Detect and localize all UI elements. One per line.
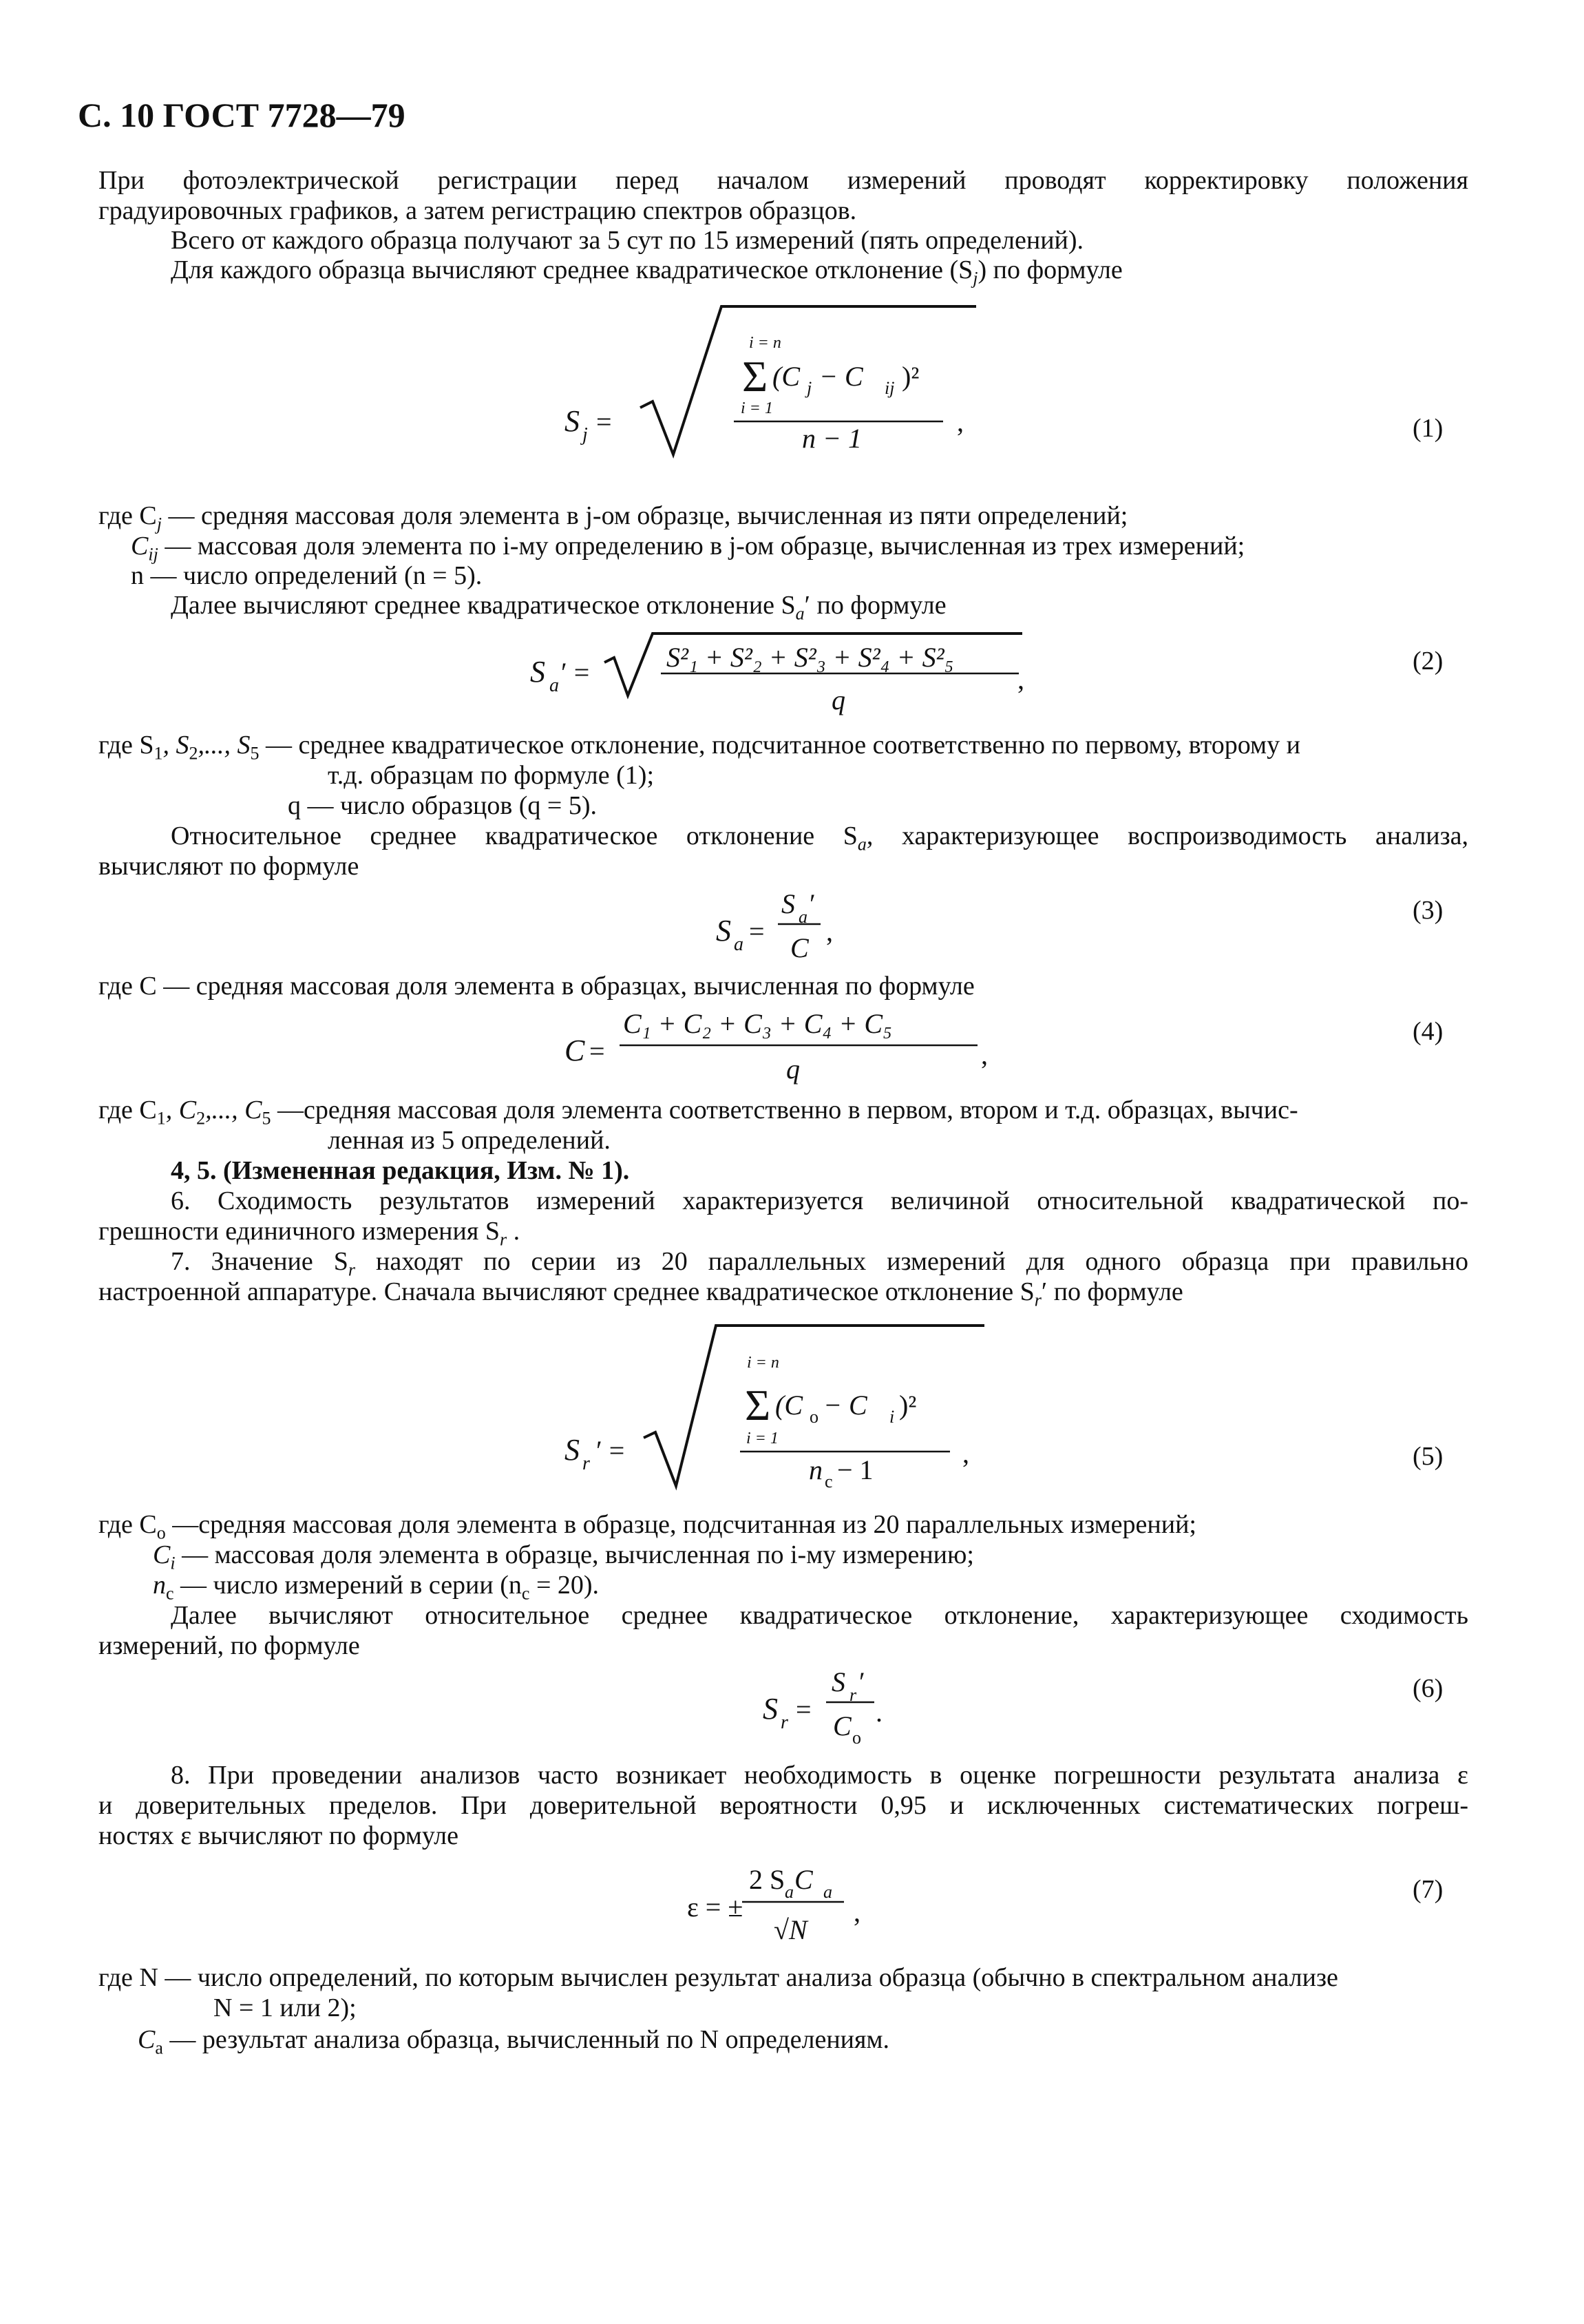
- paragraph: 7. Значение $S_r$ находят по серии из 20 параллельных измерений для одного образца при правильно: [171, 1247, 1468, 1280]
- svg-text:C: C: [833, 1710, 852, 1741]
- svg-text:i = n: i = n: [749, 334, 781, 352]
- svg-text:=: =: [589, 1036, 605, 1067]
- svg-text:S: S: [530, 655, 545, 689]
- svg-text:j: j: [807, 378, 812, 398]
- svg-text:q: q: [832, 684, 845, 715]
- svg-text:ij: ij: [885, 378, 895, 398]
- paragraph: вычисляют по формуле: [98, 852, 359, 881]
- svg-text:,: ,: [962, 1438, 969, 1469]
- paragraph: Всего от каждого образца получают за 5 сут по 15 измерений (пять определений).: [171, 226, 1084, 255]
- glossary-line: N = 1 или 2);: [213, 1993, 357, 2022]
- svg-text:,: ,: [1017, 664, 1024, 695]
- paragraph: и доверительных пределов. При доверительной вероятности 0,95 и исключенных систематических погреш-: [98, 1791, 1468, 1820]
- paragraph: градуировочных графиков, а затем регистрацию спектров образцов.: [98, 196, 857, 225]
- glossary-line: где N — число определений, по которым вычислен результат анализа образца (обычно в спектральном анализе: [98, 1963, 1338, 1992]
- svg-text:S: S: [832, 1666, 845, 1697]
- equation-number: (7): [1413, 1875, 1444, 1904]
- svg-text:a: a: [785, 1882, 794, 1902]
- svg-text:C: C: [790, 932, 809, 963]
- svg-text:′: ′: [859, 1666, 865, 1697]
- glossary-line: где $C_o$ —средняя массовая доля элемента в образце, подсчитанная из 20 параллельных измерений;: [98, 1510, 1196, 1543]
- paragraph: грешности единичного измерения $S_r$ .: [98, 1217, 520, 1250]
- formula-3-graphic: [716, 888, 833, 963]
- glossary-line: q — число образцов (q = 5).: [288, 791, 598, 820]
- svg-text:C: C: [794, 1864, 813, 1895]
- glossary-line: $C_i$ — массовая доля элемента в образце, вычисленная по i-му измерению;: [153, 1540, 974, 1573]
- paragraph: ностях ε вычисляют по формуле: [98, 1821, 459, 1850]
- svg-text:,: ,: [981, 1039, 988, 1070]
- paragraph: Для каждого образца вычисляют среднее квадратическое отклонение $(S_j)$ по формуле: [171, 255, 1123, 289]
- svg-text:=: =: [749, 916, 765, 947]
- equation-number: (6): [1413, 1674, 1444, 1703]
- glossary-line: где $S_1$, $S_2$,..., $S_5$ — среднее квадратическое отклонение, подсчитанное соответственно по первому, второму и: [98, 731, 1300, 764]
- svg-text:n − 1: n − 1: [802, 423, 862, 454]
- glossary-line: где $C_1$, $C_2$,..., $C_5$ —средняя массовая доля элемента соответственно в первом, втором и т.д. образцах, вычис-: [98, 1096, 1298, 1129]
- formula-1-graphic: [564, 306, 976, 454]
- paragraph: настроенной аппаратуре. Сначала вычисляют среднее квадратическое отклонение $S_r'$ по формуле: [98, 1277, 1183, 1310]
- equation-number: (4): [1413, 1017, 1444, 1046]
- svg-text:,: ,: [854, 1896, 860, 1927]
- svg-text:C₁ + C₂ + C₃ + C₄ + C₅: C₁ + C₂ + C₃ + C₄ + C₅: [623, 1008, 892, 1039]
- svg-text:S: S: [564, 404, 580, 438]
- svg-text:a: a: [549, 675, 559, 696]
- glossary-line: n — число определений (n = 5).: [131, 561, 483, 590]
- svg-text:r: r: [849, 1685, 857, 1705]
- svg-text:(C: (C: [775, 1390, 803, 1421]
- glossary-line: где $C_j$ — средняя массовая доля элемента в j-ом образце, вычисленная из пяти определений;: [98, 501, 1128, 534]
- svg-text:Σ: Σ: [742, 352, 768, 401]
- glossary-line: $C_a$ — результат анализа образца, вычисленный по N определениям.: [138, 2025, 890, 2058]
- svg-text:=: =: [596, 406, 612, 437]
- paragraph: измерений, по формуле: [98, 1631, 360, 1660]
- paragraph: 8. При проведении анализов часто возникает необходимость в оценке погрешности результата анализа ε: [171, 1761, 1468, 1790]
- svg-text:′ =: ′ =: [596, 1435, 625, 1466]
- svg-text:S: S: [781, 888, 795, 919]
- svg-text:i = 1: i = 1: [746, 1430, 779, 1447]
- svg-text:√N: √N: [774, 1914, 807, 1945]
- svg-text:r: r: [781, 1712, 788, 1733]
- svg-text:=: =: [796, 1694, 812, 1725]
- paragraph: Далее вычисляют среднее квадратическое отклонение $S_a'$ по формуле: [171, 591, 947, 624]
- paragraph: где C — средняя массовая доля элемента в образцах, вычисленная по формуле: [98, 972, 975, 1001]
- glossary-line: ленная из 5 определений.: [328, 1126, 611, 1155]
- svg-text:n: n: [809, 1454, 823, 1485]
- formula-2-graphic: [530, 634, 1024, 715]
- svg-text:)²: )²: [899, 1390, 917, 1421]
- svg-text:a: a: [823, 1882, 832, 1902]
- svg-text:S²₁ + S²₂ + S²₃ + S²₄ + S²₅: S²₁ + S²₂ + S²₃ + S²₄ + S²₅: [666, 642, 954, 673]
- svg-text:− C: − C: [819, 361, 863, 392]
- formula-6-graphic: [763, 1666, 883, 1748]
- svg-text:r: r: [582, 1453, 590, 1474]
- svg-text:′: ′: [810, 888, 816, 919]
- svg-text:S: S: [564, 1433, 580, 1467]
- glossary-line: $C_{ij}$ — массовая доля элемента по i-му определению в j-ом образце, вычисленная из трех измерений;: [131, 532, 1245, 565]
- svg-text:,: ,: [826, 916, 833, 947]
- formula-5-graphic: [564, 1326, 984, 1491]
- svg-text:,: ,: [957, 406, 964, 437]
- svg-text:2 S: 2 S: [749, 1864, 785, 1895]
- svg-text:i = n: i = n: [747, 1354, 779, 1372]
- equation-number: (2): [1413, 647, 1444, 676]
- svg-text:− C: − C: [823, 1390, 867, 1421]
- svg-text:S: S: [763, 1692, 778, 1726]
- svg-text:o: o: [810, 1407, 819, 1427]
- glossary-line: $n_c$ — число измерений в серии $(n_c = 20)$.: [153, 1571, 600, 1604]
- formula-7-graphic: [687, 1864, 860, 1945]
- svg-text:.: .: [876, 1697, 883, 1728]
- paragraph: 6. Сходимость результатов измерений характеризуется величиной относительной квадратической по-: [171, 1186, 1468, 1215]
- page-header: С. 10 ГОСТ 7728—79: [78, 96, 405, 134]
- svg-text:)²: )²: [902, 361, 920, 392]
- amendment-note: 4, 5. (Измененная редакция, Изм. № 1).: [171, 1156, 630, 1185]
- glossary-line: т.д. образцам по формуле (1);: [328, 761, 654, 790]
- svg-text:S: S: [716, 914, 731, 948]
- svg-text:′ =: ′ =: [561, 657, 590, 688]
- svg-text:j: j: [582, 424, 588, 446]
- formula-4-graphic: [564, 1008, 988, 1085]
- svg-text:c: c: [825, 1472, 833, 1491]
- svg-text:ε = ±: ε = ±: [687, 1892, 743, 1923]
- svg-text:a: a: [734, 934, 743, 955]
- svg-text:o: o: [852, 1728, 861, 1748]
- svg-text:Σ: Σ: [745, 1381, 771, 1430]
- svg-text:− 1: − 1: [837, 1454, 874, 1485]
- svg-text:q: q: [786, 1054, 800, 1085]
- equation-number: (1): [1413, 414, 1444, 443]
- svg-text:i = 1: i = 1: [741, 399, 773, 417]
- svg-text:C: C: [564, 1034, 585, 1067]
- equation-number: (3): [1413, 896, 1444, 925]
- svg-text:(C: (C: [772, 361, 800, 392]
- svg-text:a: a: [799, 907, 807, 927]
- paragraph: При фотоэлектрической регистрации перед началом измерений проводят корректировку положения: [98, 166, 1468, 195]
- equation-number: (5): [1413, 1442, 1444, 1471]
- svg-text:i: i: [889, 1407, 895, 1427]
- paragraph: Далее вычисляют относительное среднее квадратическое отклонение, характеризующее сходимость: [171, 1601, 1468, 1630]
- paragraph: Относительное среднее квадратическое отклонение $S_a$, характеризующее воспроизводимость анализа,: [171, 821, 1468, 855]
